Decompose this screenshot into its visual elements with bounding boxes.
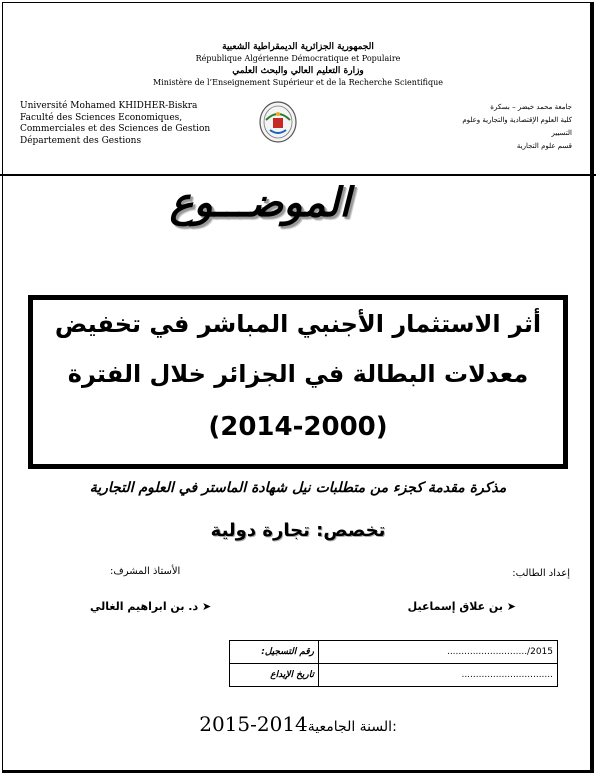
department-name-ar: قسم علوم التجارية xyxy=(516,142,572,150)
republic-fr: République Algérienne Démocratique et Populaire xyxy=(195,54,401,63)
student-name-text: بن علاق إسماعيل xyxy=(407,600,503,613)
academic-year-label: السنة الجامعية: xyxy=(307,719,397,735)
university-logo-icon xyxy=(258,100,298,144)
specialty: تخصص: تجارة دولية xyxy=(210,520,386,541)
supervisor-label: الأستاذ المشرف: xyxy=(110,566,181,577)
page-right-rule xyxy=(590,2,593,773)
deposit-date-label: تاريخ الإيداع xyxy=(230,664,319,687)
university-name-ar: جامعة محمد خيضر – بسكرة xyxy=(490,103,572,111)
title-line-1: أثر الاستثمار الأجنبي المباشر في تخفيض xyxy=(54,310,542,338)
deposit-date-value: ................................ xyxy=(319,664,558,687)
university-block-fr xyxy=(20,101,210,147)
thesis-title-box xyxy=(28,295,568,469)
supervisor-name xyxy=(90,600,211,613)
ministry-fr: Ministère de l’Enseignement Supérieur et de la Recherche Scientifique xyxy=(152,78,443,87)
pointer-icon: ➤ xyxy=(198,600,212,613)
student-label: إعداد الطالب: xyxy=(512,568,570,579)
academic-year xyxy=(0,712,596,736)
faculty-line-1: Faculté des Sciences Economiques, xyxy=(20,112,183,123)
academic-year-value: 2015-2014 xyxy=(199,712,308,736)
supervisor-name-text: د. بن ابراهيم الغالي xyxy=(90,600,199,613)
title-line-2: معدلات البطالة في الجزائر خلال الفترة xyxy=(67,360,529,388)
ministry-ar: وزارة التعليم العالي والبحث العلمي xyxy=(232,66,364,76)
memo-description: مذكرة مقدمة كجزء من متطلبات نيل شهادة الماستر في العلوم التجارية xyxy=(89,480,507,496)
subject-heading: الموضـــوع xyxy=(169,180,351,226)
republic-ar: الجمهورية الجزائرية الديمقراطية الشعبية xyxy=(222,42,374,52)
registration-number-value: ............................/2015 xyxy=(319,641,558,664)
university-block-ar xyxy=(442,101,572,153)
student-name xyxy=(408,600,516,613)
faculty-name-ar: كلية العلوم الإقتصادية والتجارية وعلوم التسيير xyxy=(462,116,572,137)
department-name: Département des Gestions xyxy=(20,135,142,146)
pointer-icon: ➤ xyxy=(502,600,516,613)
header-divider xyxy=(0,174,596,176)
title-line-3: (2014-2000) xyxy=(208,412,388,442)
registration-table xyxy=(33,640,558,687)
university-name: Université Mohamed KHIDHER-Biskra xyxy=(20,101,198,111)
faculty-line-2: Commerciales et des Sciences de Gestion xyxy=(20,124,211,134)
registration-number-label: رقم التسجيل: xyxy=(230,641,319,664)
